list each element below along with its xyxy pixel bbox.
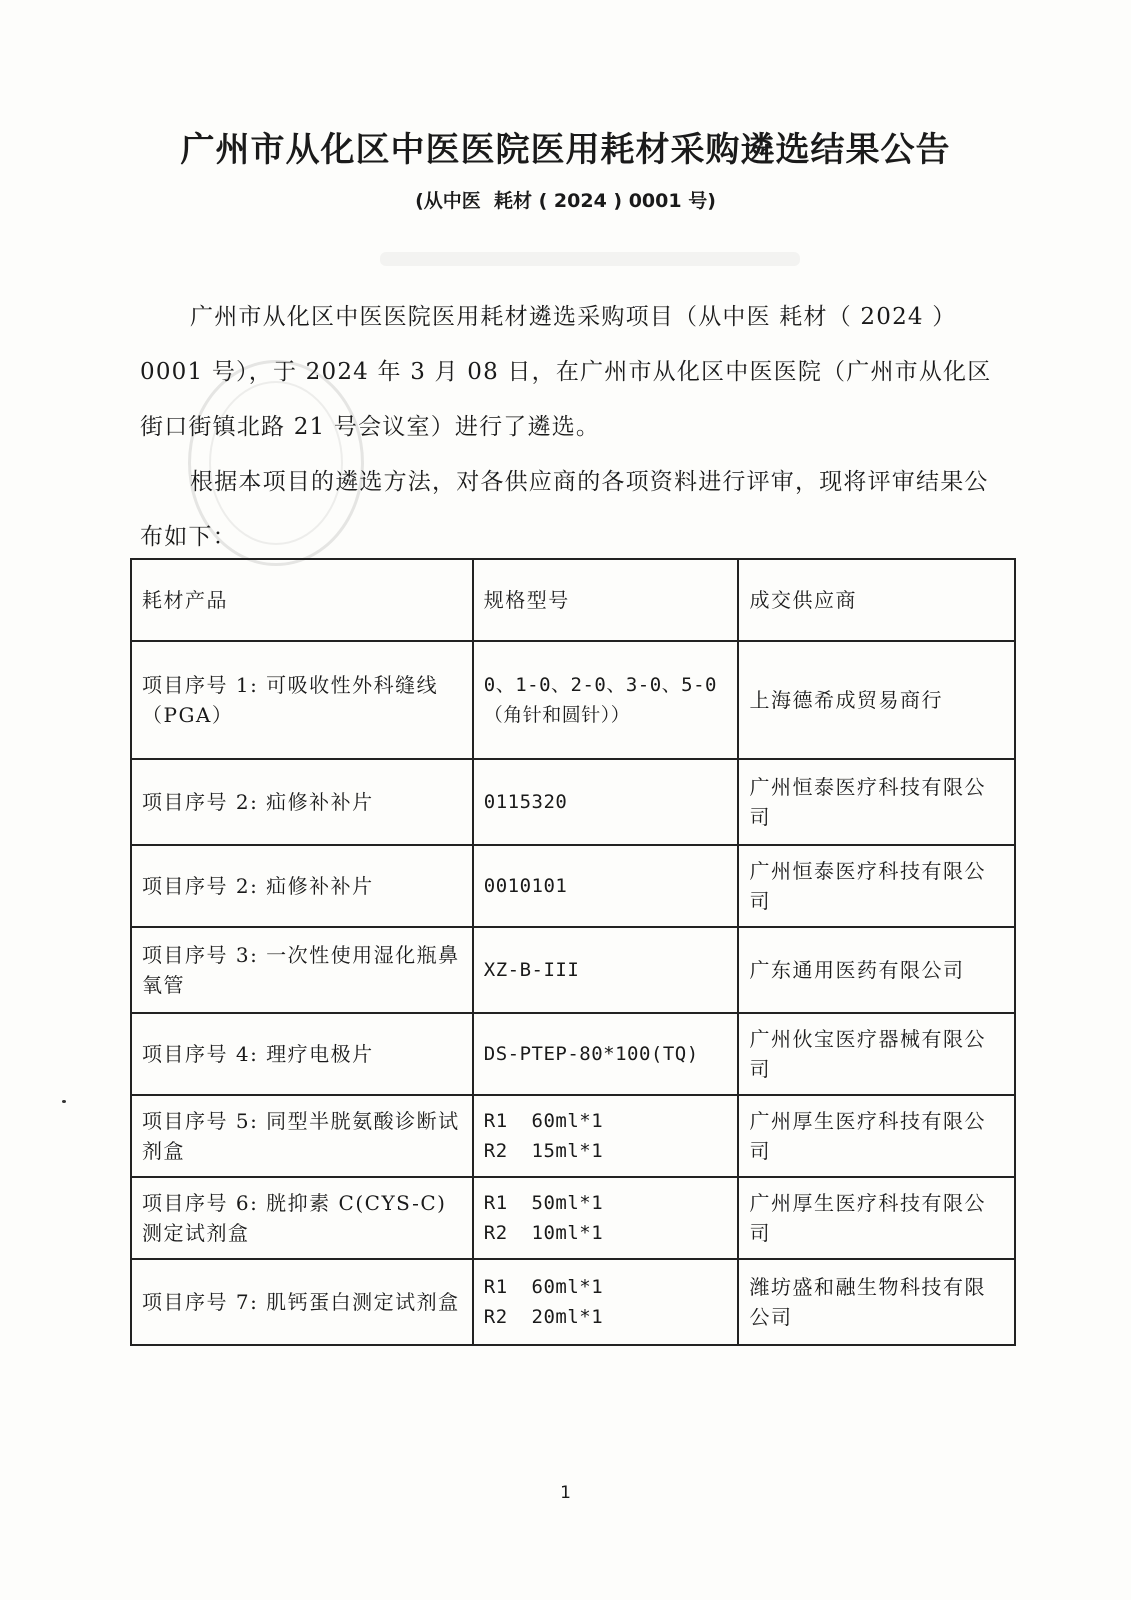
- table-row: [131, 927, 1015, 1013]
- spec-line: 0115320: [483, 791, 568, 813]
- table-row: [131, 1177, 1015, 1259]
- spec-cell: [473, 845, 739, 927]
- results-table: [130, 558, 1016, 1346]
- spec-cell: [473, 1095, 739, 1177]
- table-header-row: [131, 559, 1015, 641]
- spec-line: 0、1-0、2-0、3-0、5-0（角针和圆针））: [483, 674, 717, 726]
- spec-cell: [473, 641, 739, 759]
- faded-bleed-through: [380, 252, 800, 266]
- spec-cell: [473, 1259, 739, 1345]
- page-number: 1: [560, 1483, 571, 1503]
- table-row: [131, 1259, 1015, 1345]
- supplier-cell: 广州厚生医疗科技有限公司: [738, 1095, 1015, 1177]
- product-cell: 项目序号 2: 疝修补补片: [131, 759, 473, 845]
- document-title: 广州市从化区中医医院医用耗材采购遴选结果公告: [180, 130, 951, 170]
- product-cell: 项目序号 5: 同型半胱氨酸诊断试剂盒: [131, 1095, 473, 1177]
- header-supplier: 成交供应商: [738, 559, 1015, 641]
- header-product: 耗材产品: [131, 559, 473, 641]
- product-cell: 项目序号 2: 疝修补补片: [131, 845, 473, 927]
- table-row: [131, 1013, 1015, 1095]
- product-cell: 项目序号 7: 肌钙蛋白测定试剂盒: [131, 1259, 473, 1345]
- supplier-cell: 广州厚生医疗科技有限公司: [738, 1177, 1015, 1259]
- table-row: [131, 1095, 1015, 1177]
- supplier-cell: 上海德希成贸易商行: [738, 641, 1015, 759]
- header-spec: 规格型号: [473, 559, 739, 641]
- supplier-cell: 广州恒泰医疗科技有限公司: [738, 845, 1015, 927]
- table-body: [131, 641, 1015, 1345]
- spec-cell: [473, 1177, 739, 1259]
- product-cell: 项目序号 3: 一次性使用湿化瓶鼻氧管: [131, 927, 473, 1013]
- spec-line: R1 60ml*1: [483, 1110, 604, 1132]
- table-row: [131, 641, 1015, 759]
- spec-line: R2 15ml*1: [483, 1140, 604, 1162]
- spec-line: XZ-B-III: [483, 959, 580, 981]
- result-paragraph: 根据本项目的遴选方法，对各供应商的各项资料进行评审，现将评审结果公布如下：: [140, 469, 989, 550]
- spec-line: R1 60ml*1: [483, 1276, 604, 1298]
- spec-line: DS-PTEP-80*100(TQ): [483, 1043, 699, 1065]
- product-cell: 项目序号 1: 可吸收性外科缝线（PGA）: [131, 641, 473, 759]
- document-number: (从中医 耗材 ( 2024 ) 0001 号): [415, 190, 716, 212]
- intro-paragraph: 广州市从化区中医医院医用耗材遴选采购项目（从中医 耗材（ 2024 ）0001 号），于 2024 年 3 月 08 日，在广州市从化区中医医院（广州市从化区街口街镇北路 21 号会议室）进行了遴选。: [140, 304, 992, 440]
- spec-cell: [473, 1013, 739, 1095]
- spec-line: 0010101: [483, 875, 568, 897]
- supplier-cell: 潍坊盛和融生物科技有限公司: [738, 1259, 1015, 1345]
- speck-mark: [62, 1100, 66, 1103]
- spec-line: R2 20ml*1: [483, 1306, 604, 1328]
- product-cell: 项目序号 6: 胱抑素 C(CYS-C) 测定试剂盒: [131, 1177, 473, 1259]
- spec-cell: [473, 927, 739, 1013]
- supplier-cell: 广州伙宝医疗器械有限公司: [738, 1013, 1015, 1095]
- table-row: [131, 759, 1015, 845]
- product-cell: 项目序号 4: 理疗电极片: [131, 1013, 473, 1095]
- table-row: [131, 845, 1015, 927]
- supplier-cell: 广东通用医药有限公司: [738, 927, 1015, 1013]
- spec-line: R1 50ml*1: [483, 1192, 604, 1214]
- spec-cell: [473, 759, 739, 845]
- spec-line: R2 10ml*1: [483, 1222, 604, 1244]
- supplier-cell: 广州恒泰医疗科技有限公司: [738, 759, 1015, 845]
